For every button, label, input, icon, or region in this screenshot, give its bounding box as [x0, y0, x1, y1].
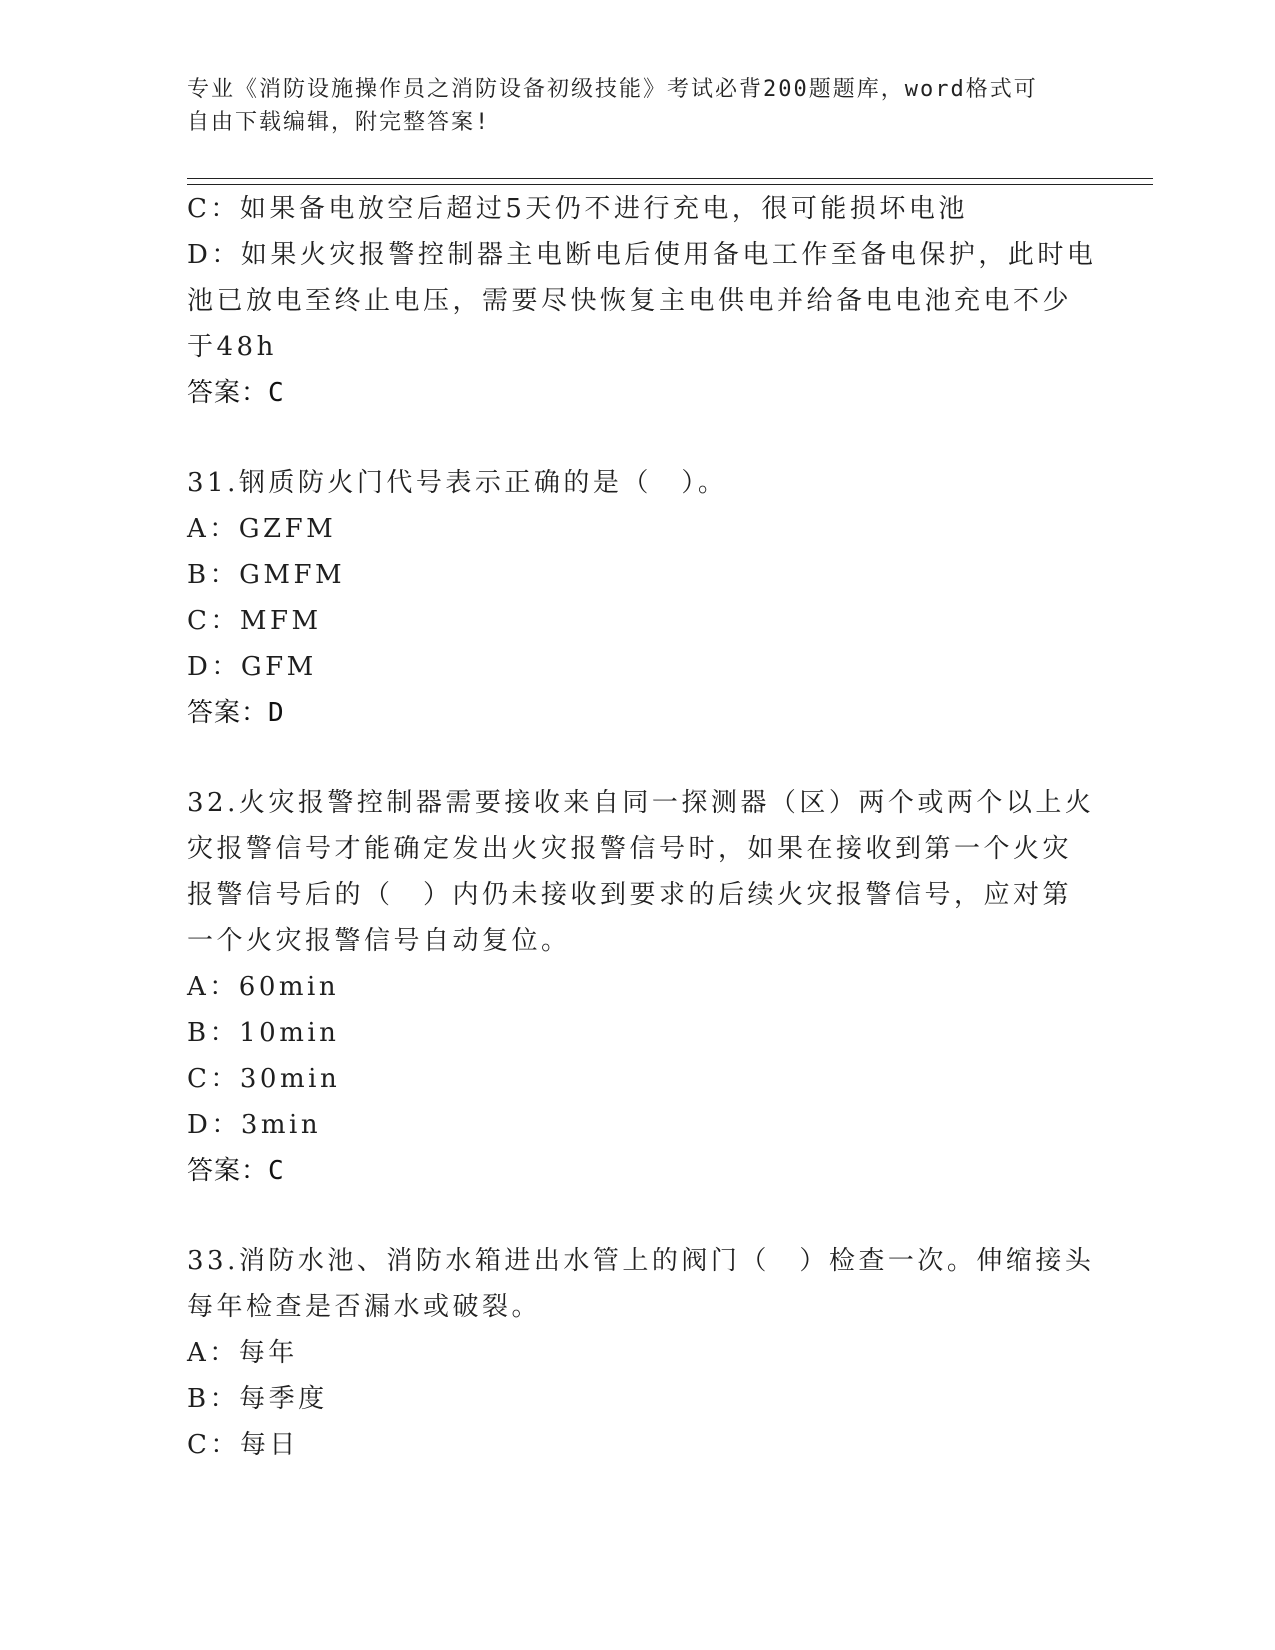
option-d-line-3: 于48h	[187, 332, 277, 362]
option-c: C：每日	[187, 1430, 299, 1460]
option-d: D：GFM	[187, 652, 317, 682]
option-c: C：30min	[187, 1064, 341, 1094]
header-line-2: 自由下载编辑，附完整答案!	[187, 110, 491, 135]
header-line-1: 专业《消防设施操作员之消防设备初级技能》考试必背200题题库，word格式可	[187, 77, 1038, 102]
answer: 答案：D	[187, 698, 285, 728]
document-header	[187, 73, 1087, 139]
option-c: C：如果备电放空后超过5天仍不进行充电，很可能损坏电池	[187, 194, 968, 224]
option-b: B：GMFM	[187, 560, 346, 590]
spacer	[187, 1194, 1087, 1238]
option-d-line-1: D：如果火灾报警控制器主电断电后使用备电工作至备电保护，此时电	[187, 240, 1097, 270]
question-stem: 31.钢质防火门代号表示正确的是（ ）。	[187, 468, 728, 498]
answer: 答案：C	[187, 378, 285, 408]
spacer	[187, 736, 1087, 780]
question-30-continued	[187, 186, 1097, 416]
option-a: A：每年	[187, 1338, 298, 1368]
question-stem-line-2: 灾报警信号才能确定发出火灾报警信号时，如果在接收到第一个火灾	[187, 834, 1073, 864]
question-32	[187, 780, 1095, 1194]
option-b: B：每季度	[187, 1384, 328, 1414]
question-stem-line-4: 一个火灾报警信号自动复位。	[187, 926, 571, 956]
question-31	[187, 460, 1087, 736]
answer: 答案：C	[187, 1156, 285, 1186]
option-c: C：MFM	[187, 606, 322, 636]
spacer	[187, 416, 1087, 460]
question-33	[187, 1238, 1095, 1468]
question-stem-line-1: 33.消防水池、消防水箱进出水管上的阀门（ ）检查一次。伸缩接头	[187, 1246, 1095, 1276]
question-list	[187, 186, 1097, 1468]
option-d: D：3min	[187, 1110, 322, 1140]
option-d-line-2: 池已放电至终止电压，需要尽快恢复主电供电并给备电电池充电不少	[187, 286, 1073, 316]
option-b: B：10min	[187, 1018, 340, 1048]
option-a: A：60min	[187, 972, 340, 1002]
question-stem-line-2: 每年检查是否漏水或破裂。	[187, 1292, 542, 1322]
question-stem-line-1: 32.火灾报警控制器需要接收来自同一探测器（区）两个或两个以上火	[187, 788, 1095, 818]
option-a: A：GZFM	[187, 514, 337, 544]
header-divider	[187, 178, 1153, 185]
question-stem-line-3: 报警信号后的（ ）内仍未接收到要求的后续火灾报警信号，应对第	[187, 880, 1073, 910]
